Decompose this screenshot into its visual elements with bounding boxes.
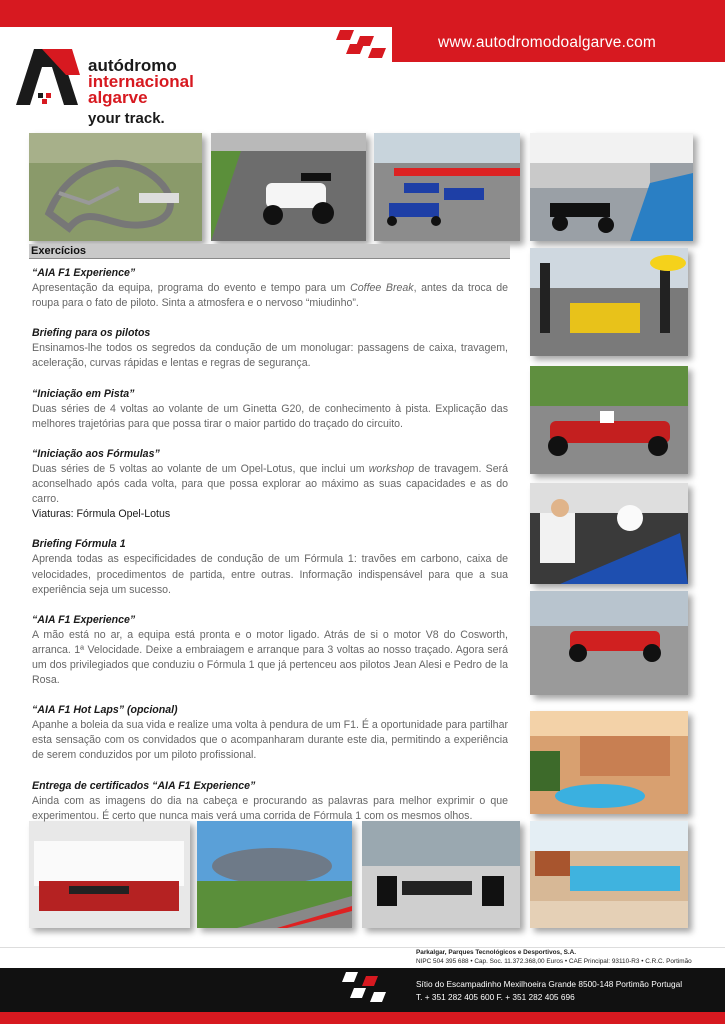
exercise-text-emphasis: Coffee Break	[350, 282, 414, 295]
company-registration: NIPC 504 395 688 • Cap. Soc. 11.372.368,00 Euros • CAE Principal: 93110-R3 • C.R.C. Portimão	[416, 957, 692, 965]
exercise-heading: “AIA F1 Experience”	[32, 613, 136, 626]
exercise-text: Ensinamos-lhe todos os segredos da condução de um monolugar: passagens de caixa, travagem, aceleração, curvas rápidas e lentas e regras de segurança.	[32, 342, 508, 370]
tagline: your track.	[88, 110, 165, 127]
exercise-text: Duas séries de 4 voltas ao volante de um Ginetta G20, de conhecimento à pista. Explicação das melhores trajetórias para que possa tirar o maior partido do traçado do circuito.	[32, 402, 508, 430]
footer-address: Sítio do Escampadinho Mexilhoeira Grande 8500-148 Portimão Portugal	[416, 979, 683, 989]
company-info	[416, 949, 692, 966]
section-title: Exercícios	[31, 245, 87, 257]
brand-line-1: autódromo	[88, 56, 177, 75]
photo-circuit-aerial	[29, 133, 202, 241]
footer-black-band	[0, 968, 725, 1012]
exercise-item	[32, 447, 508, 522]
footer-divider	[0, 947, 725, 948]
footer-phone: T. + 351 282 405 600 F. + 351 282 405 696	[416, 992, 575, 1002]
exercise-heading: “AIA F1 Experience”	[32, 267, 136, 279]
exercise-heading: “AIA F1 Hot Laps” (opcional)	[32, 704, 178, 717]
exercise-heading: “Iniciação em Pista”	[32, 387, 135, 400]
photo-f1-car-track	[211, 133, 366, 241]
header-red-band	[0, 0, 725, 27]
exercises-list	[32, 266, 508, 839]
section-heading-bar	[29, 244, 510, 259]
footer-address-block	[416, 978, 682, 1004]
exercise-item	[32, 779, 508, 824]
exercise-item	[32, 266, 508, 311]
exercise-heading: Entrega de certificados “AIA F1 Experience”	[32, 779, 256, 792]
exercise-heading: Briefing para os pilotos	[32, 327, 151, 340]
photo-red-car-track	[530, 591, 688, 695]
exercise-heading: Briefing Fórmula 1	[32, 538, 126, 551]
exercise-text: Apanhe a boleia da sua vida e realize uma volta à pendura de um F1. É a oportunidade para partilhar esta sensação com os convidados que o acompanharam durante este dia, permitindo a experiência de serem conduzidos por um piloto profissional.	[32, 719, 508, 762]
photo-pitlane-row	[530, 133, 693, 241]
photo-red-formula-car	[530, 366, 688, 474]
exercise-item	[32, 537, 508, 597]
photo-formula-cars-grid	[374, 133, 520, 241]
exercise-text: de travagem. Será aconselhado após cada volta, para que possa explorar ao máximo as suas capacidades e as do carro.	[32, 462, 509, 506]
autodromo-logo-icon	[12, 45, 82, 107]
exercise-text-emphasis: workshop	[368, 462, 415, 475]
exercise-text: Aprenda todas as especificidades de condução de um Fórmula 1: travões em carbono, caixa de velocidades, procedimentos de partida, entre outras. Informação indispensável para que a sua experiência seja um sucesso.	[32, 553, 508, 596]
exercise-text: Apresentação da equipa, programa do evento e tempo para um	[32, 282, 351, 295]
checkered-flag-graphic	[332, 28, 392, 62]
brand-name	[88, 58, 194, 106]
exercise-item	[32, 703, 508, 763]
photo-resort-pool	[530, 711, 688, 814]
exercise-heading: “Iniciação aos Fórmulas”	[32, 447, 160, 460]
footer-checkered-flag-graphic	[338, 970, 394, 1010]
exercise-text: , antes da troca de roupa para o fato de piloto. Sinta a atmosfera e o nervoso “miudinho”.	[32, 282, 508, 310]
company-name: Parkalgar, Parques Tecnológicos e Desportivos, S.A.	[416, 949, 577, 956]
website-url[interactable]: www.autodromodoalgarve.com	[438, 34, 656, 51]
url-banner	[392, 27, 725, 62]
brand-line-2: internacional	[88, 72, 194, 91]
exercise-text: A mão está no ar, a equipa está pronta e o motor ligado. Atrás de si o motor V8 do Cosworth, arranca. 1ª Velocidade. Deixe a embraiagem e arranque para 3 voltas ao nosso traçado. Agora será um dos privilegiados que conduziu o Fórmula 1 que já pertenceu aos pilotos Jean Alesi e Pedro de la Rosa.	[32, 628, 508, 687]
photo-hotel-pool	[530, 821, 688, 928]
exercise-text: Ainda com as imagens do dia na cabeça e procurando as palavras para melhor exprimir o que experimentou. É certo que nunca mais verá uma corrida de Fórmula 1 com os mesmos olhos.	[32, 794, 508, 822]
exercise-item	[32, 387, 508, 432]
photo-driver-in-car	[530, 483, 688, 584]
brand-line-3: algarve	[88, 88, 148, 107]
photo-grid-girls	[530, 248, 688, 356]
footer-red-band	[0, 1012, 725, 1024]
exercise-item	[32, 613, 508, 688]
exercise-vehicles: Viaturas: Fórmula Opel-Lotus	[32, 508, 171, 521]
exercise-text: Duas séries de 5 voltas ao volante de um Opel-Lotus, que inclui um	[32, 462, 369, 475]
exercise-item	[32, 326, 508, 371]
